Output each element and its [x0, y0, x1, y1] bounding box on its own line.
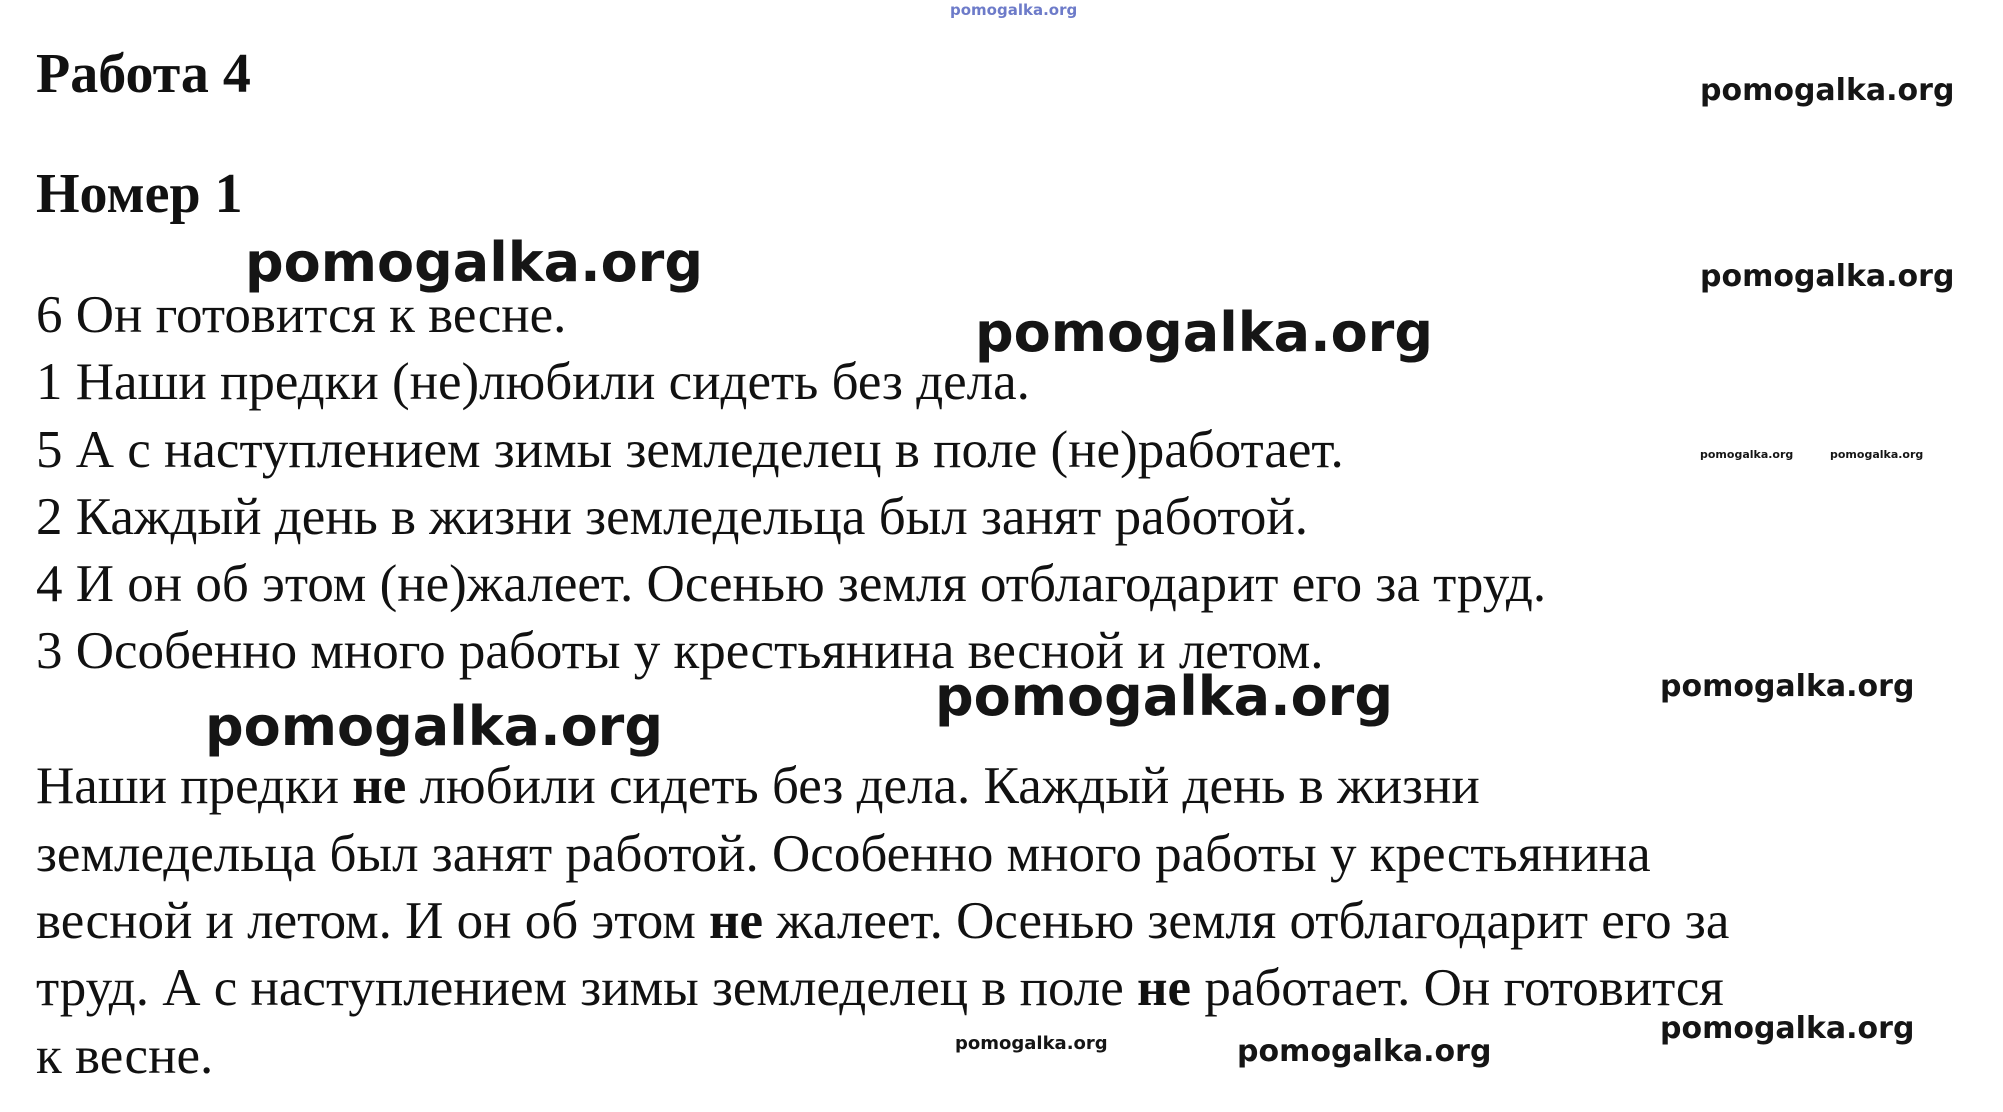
ordered-line: 1 Наши предки (не)любили сидеть без дела.	[36, 353, 1030, 411]
watermark: pomogalka.org	[205, 695, 663, 758]
ordered-line: 2 Каждый день в жизни земледельца был занят работой.	[36, 488, 1308, 546]
watermark: pomogalka.org	[245, 231, 703, 294]
ordered-line: 4 И он об этом (не)жалеет. Осенью земля отблагодарит его за труд.	[36, 555, 1547, 613]
ordered-line: 5 А с наступлением зимы земледелец в поле (не)работает.	[36, 421, 1344, 479]
ordered-line: 6 Он готовится к весне.	[36, 286, 567, 344]
watermark: pomogalka.org	[1660, 669, 1915, 704]
bold-ne: не	[1137, 959, 1192, 1017]
bold-ne: не	[708, 892, 764, 950]
paragraph-line: труд. А с наступлением зимы земледелец в поле не работает. Он готовится	[36, 959, 1724, 1017]
watermark: pomogalka.org	[1700, 73, 1955, 108]
watermark-top: pomogalka.org	[950, 1, 1078, 19]
page-title: Работа 4	[36, 43, 251, 105]
paragraph-line: Наши предки не любили сидеть без дела. Каждый день в жизни	[36, 757, 1480, 815]
watermark: pomogalka.org	[1700, 259, 1955, 294]
watermark: pomogalka.org	[955, 1033, 1108, 1054]
watermark: pomogalka.org	[1660, 1011, 1915, 1046]
paragraph-line: весной и летом. И он об этом не жалеет. Осенью земля отблагодарит его за	[36, 892, 1730, 950]
paragraph-line: земледельца был занят работой. Особенно много работы у крестьянина	[36, 825, 1651, 883]
watermark: pomogalka.org	[975, 301, 1433, 364]
bold-ne: не	[352, 757, 407, 815]
watermark: pomogalka.org	[935, 665, 1393, 728]
exercise-number: Номер 1	[36, 163, 243, 225]
watermark: pomogalka.org	[1237, 1034, 1492, 1069]
watermark: pomogalka.org	[1830, 448, 1924, 461]
watermark: pomogalka.org	[1700, 448, 1794, 461]
paragraph-line: к весне.	[36, 1027, 214, 1085]
ordered-line: 3 Особенно много работы у крестьянина весной и летом.	[36, 622, 1324, 680]
